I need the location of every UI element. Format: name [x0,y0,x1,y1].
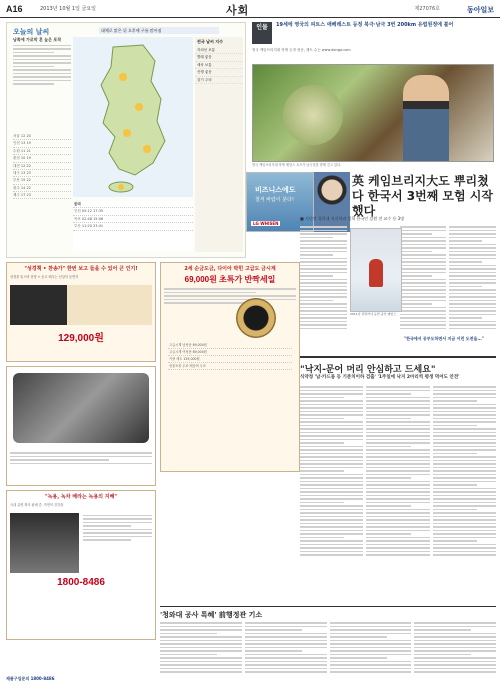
weather-subtitle: 대체로 맑은 뒤 오후에 구름 많아짐 [99,27,219,34]
bible-ad-title: "성경책 • 찬송가" 한번 보고 들을 수 있어 큰 인기! [24,266,138,272]
section-title: 사회 [226,4,250,17]
table-row: 고급시계 남성용 69,000원 [168,342,292,349]
list-item: 산행 좋음 [195,69,243,76]
page-header [0,0,500,18]
list-item: 빨래 좋음 [195,54,243,61]
main-photo [252,64,494,162]
health-ad-body: 국내 유명 회사 판매 중, 자연의 건강을 [10,503,64,507]
ad-model-image [314,172,350,232]
landscape-figure [283,85,343,145]
bible-ad-image [10,285,152,325]
page-number: A16 [6,4,23,14]
bible-ad-price: 129,000원 [58,332,104,344]
watch-image [236,298,276,338]
table-row: 춘천 10 19 [13,155,71,162]
portrait-figure [403,75,449,161]
section2-headline[interactable]: "낙지-문어 머리 안심하고 드세요" [300,356,496,375]
main-byline: ■ 지난달 경희대 지리학과 입학 한국인 강원 전 교수 등 3명 [300,216,405,221]
table-row: 목포 02:48 15:06 [73,216,193,223]
product-ad[interactable] [6,366,156,486]
table-row: 물때 [73,201,193,208]
product-image [10,513,79,573]
korea-weather-map [73,37,193,197]
gold-price-table [168,342,292,370]
section2-body [300,384,496,602]
weather-index-title: 전국 날씨 지수 [197,39,223,44]
main-headline[interactable]: 英 케임브리지大도 뿌리쳤다 한국서 3번째 모험 시작했다 [352,174,493,218]
health-ad-phone: 1800-8486 [57,576,105,588]
person-icon: 인물 [252,22,272,44]
city-temperature-table [13,133,71,199]
table-row: 제주 17 23 [13,192,71,199]
table-row: 인천 05:12 17:35 [73,208,193,215]
health-ad-title: "녹용, 녹차 배라는 녹용의 지혜" [44,494,118,500]
ads-column [6,262,156,682]
paper-logo: 동아일보 [466,5,494,14]
issue-date: 2013년 10월 1일 금요일 [40,6,97,12]
ad-brand: LG WHISEN [253,221,279,226]
table-row: 부산 11:20 23:41 [73,223,193,230]
table-row: 커플 세트 129,000원 [168,356,292,363]
list-item: 세차 보통 [195,62,243,69]
table-row: 선물포장 무료 배송비 무료 [168,363,292,370]
pull-quote: "한국에서 공부도하면서 지금 이런 도전을..." [404,336,484,341]
tide-table [73,201,193,251]
table-row: 부산 15 22 [13,177,71,184]
edition-number: 제27076호 [414,6,440,12]
bottom-headline[interactable]: '청와대 공사 특혜' 前행정관 기소 [160,606,496,620]
table-row: 대구 13 23 [13,170,71,177]
bible-ad-body: 성경을 읽으며 찬양 + 듣고 배우는 신앙의 동반자 [10,275,79,279]
table-row: 광주 14 22 [13,185,71,192]
weather-index-panel [195,37,243,252]
ad-line1: 비즈니스에도 [255,186,296,194]
ad-line2: 철저 바람이 분다! [255,197,294,203]
climber-figure [369,259,383,287]
bottom-article-body [160,620,496,686]
weather-intro: 남쪽에 가로막 흔 늪은 포착 [13,37,71,87]
gold-ad-title: 2세 순금도금, 다이아 박힌 고급도 금시계 [184,266,276,272]
table-row: 고급시계 여성용 69,000원 [168,349,292,356]
list-item: 감기 주의 [195,77,243,84]
top-news-headline[interactable]: 19세에 영국의 피트스 애베레스트 등정 북극·남극 3번 200km 유럽원정에 불어 [276,22,454,28]
climbing-photo-caption: 2011년 히말라야 등반 중인 제임스 [350,312,397,316]
table-row: 서울 12 20 [13,133,71,140]
table-row: 대전 12 22 [13,163,71,170]
table-row: 인천 13 19 [13,140,71,147]
list-item: 자외선 보통 [195,47,243,54]
section2-subhead: 식약청 '납·카드뮴 등 기준치이하 검출' '1주일에 낙지 2마리씩 평생 먹어도 안전' [300,375,460,380]
purchase-footer: 제품구입문의 1800-8486 [6,676,55,681]
weather-section [6,22,246,258]
photo-caption: 영국 케임브리지대 학생 제임스 호프가 남극점을 향해 걷고 있다. [252,163,342,167]
weather-title: 오늘의 날씨 [13,28,50,36]
device-image [13,373,149,443]
health-ad[interactable] [6,490,156,640]
top-news-body: 영국 케임브리지대 학생 등정 성공, 제트 수는 www.donga.com [252,48,351,52]
gold-ad-price: 69,000원 초특가 반짝세일 [184,275,276,284]
top-news [252,22,494,62]
appliance-ad[interactable] [246,172,314,232]
table-row: 수원 11 21 [13,148,71,155]
bible-ad[interactable] [6,262,156,362]
climbing-photo [350,228,402,312]
